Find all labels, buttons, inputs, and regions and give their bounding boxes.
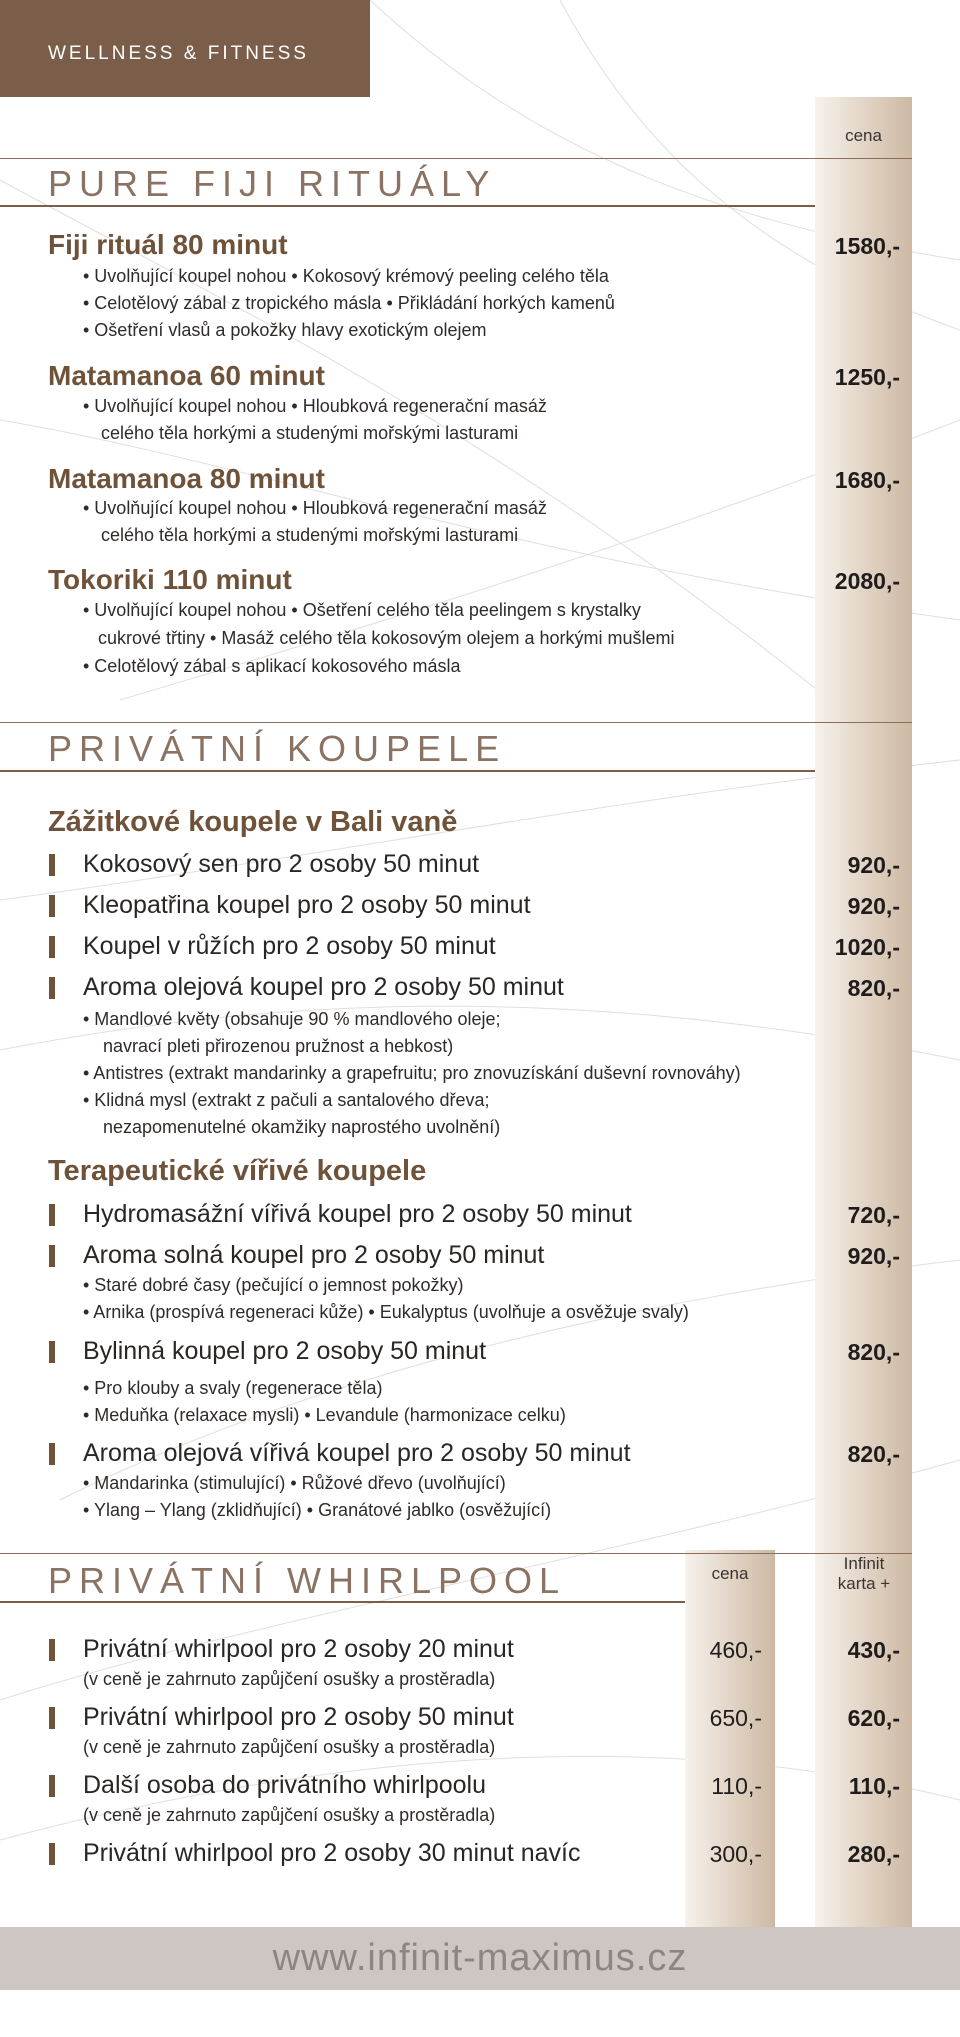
- bali-item-desc: • Mandlové květy (obsahuje 90 % mandlového oleje;: [83, 1009, 501, 1029]
- whirlpool-item-price: 300,-: [709, 1841, 762, 1867]
- bali-item-name: Aroma olejová koupel pro 2 osoby 50 minut: [83, 973, 564, 1001]
- list-bullet-bar: [49, 936, 55, 958]
- fiji-item-desc: celého těla horkými a studenými mořskými lasturami: [101, 423, 519, 443]
- whirlpool-item-note: (v ceně je zahrnuto zapůjčení osušky a prostěradla): [83, 1669, 496, 1689]
- terap-item-name: Bylinná koupel pro 2 osoby 50 minut: [83, 1337, 487, 1365]
- terap-item-name: Hydromasážní vířivá koupel pro 2 osoby 50 minut: [83, 1200, 632, 1228]
- list-bullet-bar: [49, 1775, 55, 1797]
- section-underline: [0, 1601, 685, 1603]
- whirlpool-item-card-price: 620,-: [847, 1705, 900, 1731]
- terap-item-desc: • Staré dobré časy (pečující o jemnost pokožky): [83, 1275, 464, 1295]
- whirlpool-item-name: Další osoba do privátního whirlpoolu: [83, 1771, 487, 1799]
- terap-item-desc: • Pro klouby a svaly (regenerace těla): [83, 1378, 383, 1398]
- list-bullet-bar: [49, 1639, 55, 1661]
- whirlpool-item-name: Privátní whirlpool pro 2 osoby 20 minut: [83, 1635, 514, 1663]
- divider: [0, 722, 912, 723]
- section-title-fiji: PURE FIJI RITUÁLY: [48, 163, 497, 204]
- fiji-item-price: 1250,-: [834, 364, 900, 390]
- price-column-header: cena: [845, 126, 882, 145]
- footer: [0, 1927, 960, 1990]
- divider: [0, 1553, 912, 1554]
- bali-item-desc: nezapomenutelné okamžiky naprostého uvolnění): [103, 1117, 501, 1137]
- section-underline: [0, 770, 815, 772]
- terap-item-price: 820,-: [847, 1339, 900, 1365]
- fiji-item-desc: • Celotělový zábal s aplikací kokosového másla: [83, 656, 461, 676]
- list-bullet-bar: [49, 854, 55, 876]
- fiji-item-desc: celého těla horkými a studenými mořskými lasturami: [101, 525, 519, 545]
- fiji-item-title: Matamanoa 60 minut: [48, 360, 325, 391]
- whirlpool-item-name: Privátní whirlpool pro 2 osoby 50 minut: [83, 1703, 514, 1731]
- fiji-item-price: 2080,-: [834, 568, 900, 594]
- fiji-item-price: 1680,-: [834, 467, 900, 493]
- section-title-koupele: PRIVÁTNÍ KOUPELE: [48, 728, 507, 769]
- fiji-item-title: Matamanoa 80 minut: [48, 463, 325, 494]
- fiji-item-price: 1580,-: [834, 233, 900, 259]
- list-bullet-bar: [49, 977, 55, 999]
- fiji-item-desc: • Uvolňující koupel nohou • Hloubková regenerační masáž: [83, 498, 547, 518]
- whirlpool-item-note: (v ceně je zahrnuto zapůjčení osušky a prostěradla): [83, 1805, 496, 1825]
- section-title-whirlpool: PRIVÁTNÍ WHIRLPOOL: [48, 1560, 567, 1601]
- whirlpool-price-column-band: [685, 1550, 775, 1927]
- fiji-item-title: Fiji rituál 80 minut: [48, 229, 288, 260]
- divider: [0, 158, 912, 159]
- bali-item-desc: • Antistres (extrakt mandarinky a grapefruitu; pro znovuzískání duševní rovnováhy): [83, 1063, 741, 1083]
- whirlpool-item-card-price: 110,-: [848, 1773, 900, 1799]
- price-column-header: cena: [711, 1564, 749, 1583]
- terap-item-price: 820,-: [847, 1441, 900, 1467]
- terap-item-price: 720,-: [847, 1202, 900, 1228]
- fiji-item-desc: • Ošetření vlasů a pokožky hlavy exotickým olejem: [83, 320, 487, 340]
- whirlpool-item-card-price: 280,-: [847, 1841, 900, 1867]
- list-bullet-bar: [49, 895, 55, 917]
- subsection-title-bali: Zážitkové koupele v Bali vaně: [48, 806, 458, 838]
- list-bullet-bar: [49, 1204, 55, 1226]
- whirlpool-item-price: 460,-: [709, 1637, 762, 1663]
- terap-item-desc: • Arnika (prospívá regeneraci kůže) • Eukalyptus (uvolňuje a osvěžuje svaly): [83, 1302, 689, 1322]
- section-underline: [0, 205, 815, 207]
- terap-item-name: Aroma solná koupel pro 2 osoby 50 minut: [83, 1241, 545, 1269]
- terap-item-name: Aroma olejová vířivá koupel pro 2 osoby 50 minut: [83, 1439, 631, 1467]
- fiji-item-desc: • Uvolňující koupel nohou • Ošetření celého těla peelingem s krystalky: [83, 600, 641, 620]
- list-bullet-bar: [49, 1707, 55, 1729]
- fiji-item-desc: • Celotělový zábal z tropického másla • Přikládání horkých kamenů: [83, 293, 615, 313]
- list-bullet-bar: [49, 1341, 55, 1363]
- card-price-column-header: Infinit karta +: [837, 1554, 891, 1594]
- fiji-item-desc: • Uvolňující koupel nohou • Hloubková regenerační masáž: [83, 396, 547, 416]
- subsection-title-terapeuticke: Terapeutické vířivé koupele: [48, 1155, 427, 1187]
- terap-item-desc: • Ylang – Ylang (zklidňující) • Granátové jablko (osvěžující): [83, 1500, 552, 1520]
- section-tab-label: WELLNESS & FITNESS: [48, 43, 309, 64]
- whirlpool-item-note: (v ceně je zahrnuto zapůjčení osušky a prostěradla): [83, 1737, 496, 1757]
- whirlpool-item-price: 110,-: [711, 1773, 762, 1799]
- bali-item-name: Kokosový sen pro 2 osoby 50 minut: [83, 850, 480, 878]
- whirlpool-item-price: 650,-: [709, 1705, 762, 1731]
- bali-item-desc: • Klidná mysl (extrakt z pačuli a santalového dřeva;: [83, 1090, 490, 1110]
- terap-item-desc: • Mandarinka (stimulující) • Růžové dřevo (uvolňující): [83, 1473, 506, 1493]
- fiji-item-desc: • Uvolňující koupel nohou • Kokosový krémový peeling celého těla: [83, 266, 609, 286]
- terap-item-desc: • Meduňka (relaxace mysli) • Levandule (harmonizace celku): [83, 1405, 566, 1425]
- bali-item-name: Koupel v růžích pro 2 osoby 50 minut: [83, 932, 496, 960]
- bali-item-name: Kleopatřina koupel pro 2 osoby 50 minut: [83, 891, 531, 919]
- whirlpool-item-card-price: 430,-: [847, 1637, 900, 1663]
- list-bullet-bar: [49, 1245, 55, 1267]
- fiji-item-title: Tokoriki 110 minut: [48, 564, 292, 595]
- whirlpool-item-name: Privátní whirlpool pro 2 osoby 30 minut navíc: [83, 1839, 581, 1867]
- fiji-item-desc: cukrové třtiny • Masáž celého těla kokosovým olejem a horkými mušlemi: [98, 628, 675, 648]
- bali-item-price: 920,-: [847, 893, 900, 919]
- terap-item-price: 920,-: [847, 1243, 900, 1269]
- bali-item-price: 820,-: [847, 975, 900, 1001]
- list-bullet-bar: [49, 1843, 55, 1865]
- bali-item-desc: navrací pleti přirozenou pružnost a hebkost): [103, 1036, 454, 1056]
- list-bullet-bar: [49, 1443, 55, 1465]
- bali-item-price: 920,-: [847, 852, 900, 878]
- section-tab: [0, 0, 370, 97]
- bali-item-price: 1020,-: [834, 934, 900, 960]
- footer-website-link[interactable]: www.infinit-maximus.cz: [272, 1937, 688, 1979]
